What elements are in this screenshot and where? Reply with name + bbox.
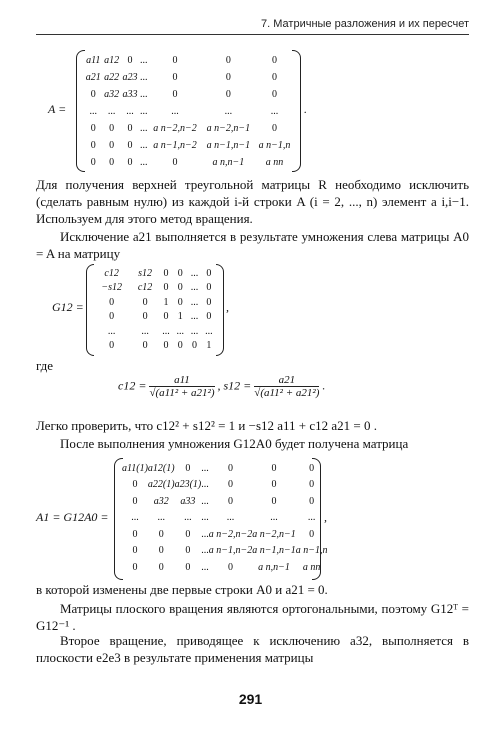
check-line: Легко проверить, что c12² + s12² = 1 и −s12 a11 + c12 a21 = 0 . [36,418,378,433]
matrix-cell: a22(1) [147,479,175,491]
matrix-cell: 0 [109,311,115,323]
formula-s12-fraction [254,374,319,399]
matrix-cell: 0 [132,528,138,540]
running-title: 7. Матричные разложения и их пересчет [261,18,469,30]
matrix-row [122,477,328,494]
matrix-a-table [84,52,294,171]
matrix-cell: 0 [177,340,183,352]
matrix-a1-label: A1 = G12A0 = [36,510,109,524]
matrix-cell: ... [270,512,278,524]
matrix-cell: 0 [228,479,234,491]
matrix-cell: 0 [172,89,178,100]
matrix-cell: ... [140,157,148,168]
matrix-cell: 0 [163,311,169,323]
matrix-cell: 0 [309,462,315,474]
matrix-cell: 0 [172,157,178,168]
matrix-row [92,295,216,310]
matrix-row [84,69,294,86]
matrix-cell: ... [190,282,199,294]
matrix-cell: ... [201,495,209,507]
matrix-cell: a n−2,n−1 [252,528,296,540]
matrix-row [122,543,328,560]
matrix-cell: 0 [109,140,115,151]
matrix-cell: 0 [309,479,315,491]
matrix-cell: 0 [185,462,191,474]
formula-c12-denominator: √(a11² + a21²) [149,387,215,399]
matrix-cell: a33 [122,89,138,100]
matrix-cell: 0 [109,123,115,134]
matrix-row [122,526,328,543]
matrix-cell: 1 [206,340,212,352]
formula-end: . [322,378,326,393]
matrix-cell: 0 [127,123,133,134]
matrix-cell: a21 [85,72,101,83]
matrix-cell: 0 [272,123,277,134]
matrix-a-trailing: . [304,102,307,116]
matrix-cell: 0 [158,545,164,557]
matrix-cell: ... [140,123,148,134]
matrix-cell: a nn [265,157,284,168]
matrix-cell: 0 [185,528,191,540]
matrix-cell: 0 [225,55,231,66]
matrix-cell: 0 [109,340,115,352]
matrix-row [84,52,294,69]
matrix-row [84,86,294,103]
matrix-row [92,324,216,339]
matrix-cell: a n−1,n [295,545,328,557]
matrix-cell: ... [157,512,165,524]
matrix-cell: a33 [180,495,196,507]
matrix-row [92,339,216,354]
matrix-cell: 0 [272,72,277,83]
matrix-cell: 0 [271,462,277,474]
matrix-row [92,281,216,296]
matrix-cell: a n−1,n [258,140,291,151]
matrix-row [122,493,328,510]
page-number: 291 [238,691,263,707]
matrix-cell: 0 [158,528,164,540]
matrix-cell: 0 [90,140,96,151]
matrix-row [122,460,328,477]
matrix-a1 [36,456,476,580]
matrix-cell: ... [184,512,192,524]
matrix-cell: ... [126,106,134,117]
formula-s12-numerator: a21 [254,374,319,387]
formula-sep: , [217,378,221,393]
matrix-cell: a32 [104,89,120,100]
matrix-cell: 0 [90,157,96,168]
matrix-cell: 0 [177,282,183,294]
matrix-cell: a nn [302,561,321,573]
matrix-cell: ... [201,545,209,557]
matrix-cell: ... [190,267,199,279]
paragraph-1: Для получения верхней треугольной матрицы R необходимо исключить (сделать равным нулю) из каждой i-й строки A (i = 2, ..., n) элемент a i,i−1. Используем для этого метод вращения. [36,177,469,226]
matrix-cell: 0 [206,282,212,294]
matrix-cell: 0 [163,282,169,294]
matrix-cell: ... [226,512,235,524]
matrix-cell: 0 [206,267,212,279]
matrix-cell: ... [171,106,179,117]
matrix-cell: ... [190,296,199,308]
matrix-cell: 0 [177,296,183,308]
matrix-cell: 0 [206,311,212,323]
matrix-cell: 0 [127,55,133,66]
matrix-cell: 0 [272,89,277,100]
matrix-cell: 0 [172,72,178,83]
matrix-row [84,120,294,137]
matrix-g12 [36,262,476,356]
matrix-cell: a32 [153,495,169,507]
matrix-cell: 0 [163,340,169,352]
matrix-cell: 0 [163,267,169,279]
matrix-cell: ... [107,325,116,337]
matrix-cell: 0 [127,140,133,151]
matrix-cell: 0 [132,545,138,557]
matrix-cell: ... [140,55,148,66]
matrix-cell: a23 [122,72,138,83]
matrix-cell: 0 [228,561,234,573]
matrix-g12-table [92,266,216,353]
matrix-cell: ... [190,311,199,323]
formula-c12-fraction [149,374,214,399]
paragraph-3: Матрицы плоского вращения являются ортогональными, поэтому G12ᵀ = G12⁻¹ . [36,601,469,633]
matrix-cell: a11 [86,55,101,66]
matrix-row [92,310,216,325]
matrix-cell: 0 [142,340,148,352]
matrix-cell: 0 [177,267,183,279]
matrix-cell: 0 [309,528,315,540]
matrix-cell: a n−1,n−1 [206,140,251,151]
matrix-cell: 0 [225,89,231,100]
matrix-a-label: A = [48,102,67,116]
matrix-cell: ... [201,528,209,540]
matrix-cell: ... [307,512,316,524]
matrix-cell: 0 [172,55,178,66]
matrix-cell: −s12 [101,282,122,294]
changed-rows-line: в которой изменены две первые строки A0 и a21 = 0. [36,582,328,597]
matrix-cell: 0 [271,479,277,491]
matrix-cell: 0 [90,89,96,100]
paragraph-4: Второе вращение, приводящее к исключению a32, выполняется в плоскости e2e3 в результате применения матрицы [36,633,469,665]
formula-c12-lhs: c12 = [118,378,147,393]
matrix-cell: a n−1,n−2 [208,545,253,557]
matrix-cell: s12 [138,267,153,279]
matrix-cell: ... [140,106,148,117]
matrix-cell: a n,n−1 [258,561,290,573]
matrix-g12-right-bracket [216,264,224,356]
paragraph-2: Исключение a21 выполняется в результате умножения слева матрицы A0 = A на матрицу [36,229,469,261]
matrix-cell: ... [224,106,233,117]
matrix-cell: c12 [104,267,119,279]
matrix-a1-right-bracket [312,458,321,580]
matrix-cell: 0 [158,561,164,573]
where-label: где [36,358,54,373]
formula-s12-denominator: √(a11² + a21²) [254,387,320,399]
matrix-row [84,154,294,171]
matrix-cell: ... [205,325,213,337]
matrix-cell: ... [270,106,279,117]
matrix-cell: ... [107,106,116,117]
matrix-cell: ... [141,325,149,337]
matrix-cell: a n,n−1 [212,157,245,168]
formula-s12-lhs: s12 = [223,378,252,393]
matrix-cell: 0 [228,462,234,474]
matrix-cell: a n−2,n−1 [206,123,251,134]
formula-c12-s12 [118,374,325,399]
matrix-cell: a11(1) [122,462,148,474]
matrix-cell: 0 [228,495,234,507]
header-rule [36,34,469,35]
matrix-cell: ... [162,325,170,337]
matrix-cell: ... [140,72,148,83]
matrix-cell: 0 [132,561,138,573]
matrix-cell: ... [140,140,148,151]
matrix-cell: 0 [127,157,133,168]
matrix-a [36,44,476,172]
formula-c12-numerator: a11 [149,374,214,387]
matrix-cell: a n−1,n−2 [153,140,197,151]
matrix-cell: ... [201,512,209,524]
matrix-row [122,559,328,576]
matrix-cell: c12 [137,282,153,294]
matrix-cell: ... [201,462,209,474]
matrix-cell: 0 [225,72,231,83]
matrix-a-right-bracket [292,50,301,172]
matrix-cell: a22 [104,72,120,83]
matrix-g12-label: G12 = [52,300,84,314]
matrix-cell: a12 [104,55,120,66]
matrix-cell: 0 [90,123,96,134]
matrix-cell: 0 [109,296,115,308]
matrix-g12-trailing: , [226,300,229,314]
matrix-row [84,103,294,120]
matrix-cell: ... [176,325,185,337]
matrix-cell: ... [201,561,209,573]
matrix-cell: a n−1,n−1 [252,545,296,557]
matrix-cell: 0 [272,55,277,66]
matrix-cell: 0 [192,340,198,352]
matrix-cell: 0 [142,296,148,308]
matrix-row [122,510,328,527]
matrix-cell: 0 [206,296,212,308]
matrix-cell: a n−2,n−2 [153,123,197,134]
matrix-row [84,137,294,154]
matrix-cell: 0 [109,157,115,168]
matrix-cell: ... [190,325,199,337]
matrix-cell: a23(1) [174,479,202,491]
matrix-cell: 0 [309,495,315,507]
matrix-cell: a n−2,n−2 [208,528,253,540]
matrix-row [92,266,216,281]
matrix-cell: 0 [185,545,191,557]
matrix-cell: 0 [142,311,148,323]
matrix-a1-table [122,460,328,576]
matrix-cell: 0 [132,479,138,491]
matrix-cell: ... [89,106,97,117]
matrix-cell: ... [140,89,148,100]
matrix-cell: 1 [163,296,169,308]
matrix-cell: 0 [271,495,277,507]
matrix-cell: a12(1) [147,462,175,474]
matrix-a1-trailing: , [324,510,327,524]
matrix-cell: 0 [185,561,191,573]
after-multiplication-line: После выполнения умножения G12A0 будет получена матрица [60,436,409,451]
matrix-cell: 0 [132,495,138,507]
matrix-cell: ... [201,479,209,491]
matrix-cell: ... [131,512,139,524]
matrix-cell: 1 [177,311,183,323]
